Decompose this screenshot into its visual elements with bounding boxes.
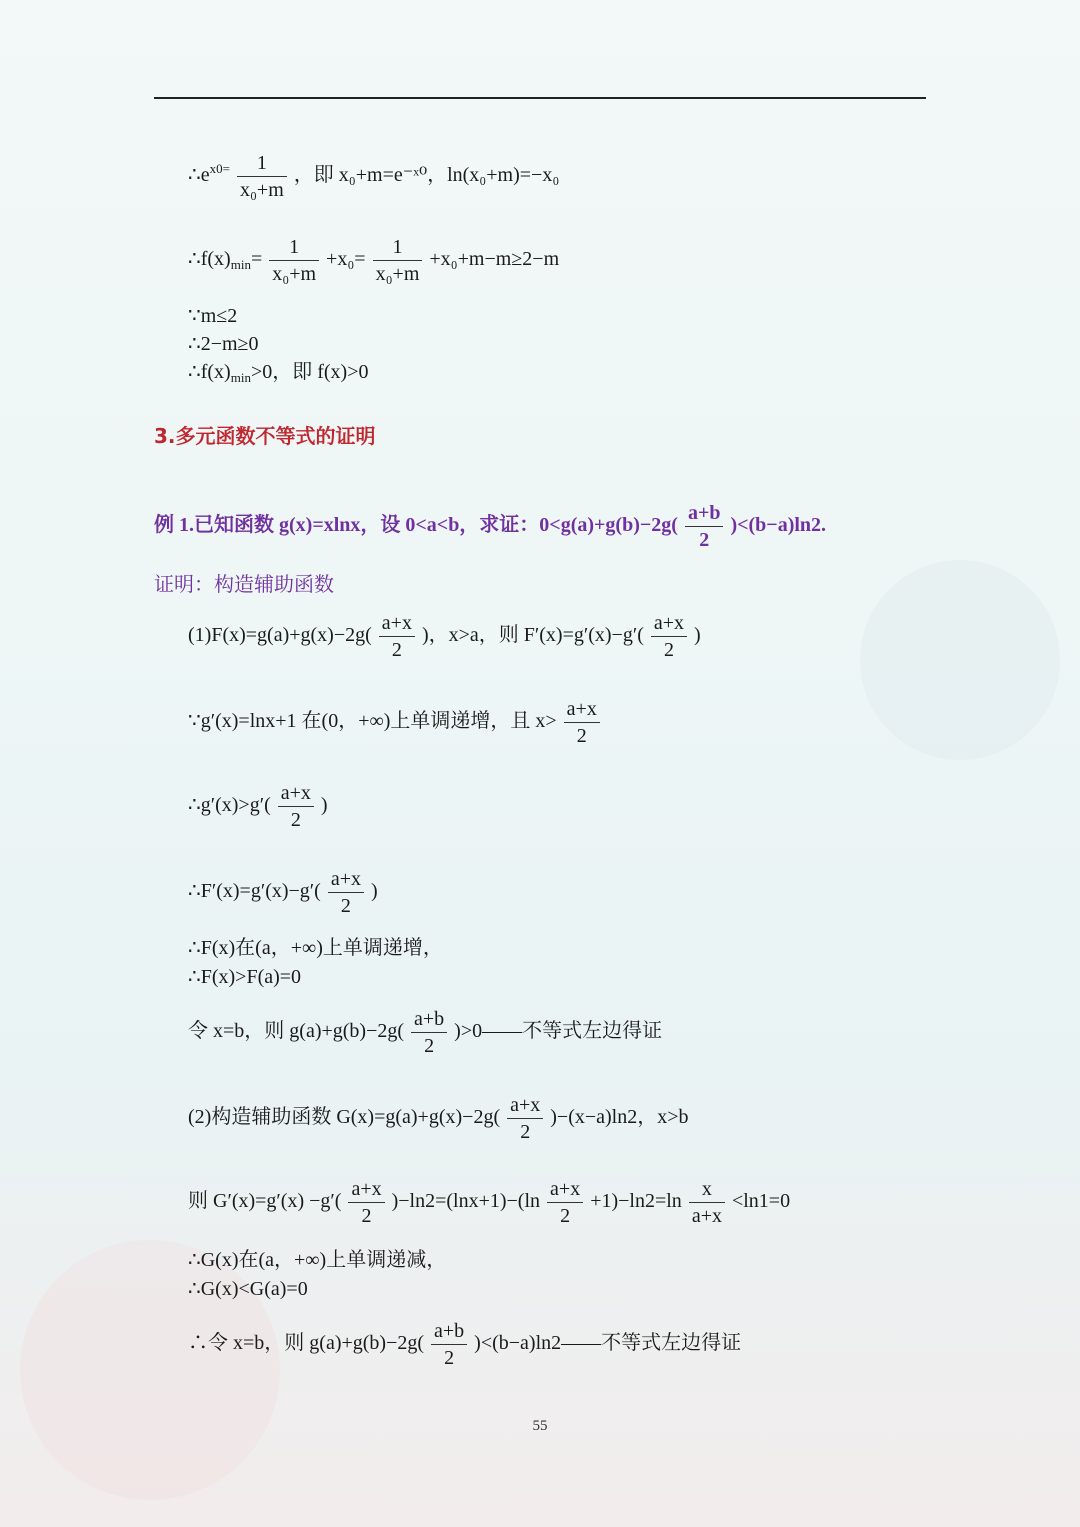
proof-line: ∴F(x)在(a，+∞)上单调递增， — [188, 937, 443, 959]
proof-line: ∴令 x=b，则 g(a)+g(b)−2g( $\frac{a+b}{2}$ )<(b−a)ln2——不等式左边得证 — [188, 1320, 742, 1369]
fraction: $\frac{1}{\text{x₀+m}}$ — [373, 234, 423, 287]
equation-line: $\therefore f(x)_{min}>0$，即 f(x)>0 — [188, 361, 369, 385]
proof-line: ∴g′(x)>g′( $\frac{a+x}{2}$ ) — [188, 782, 328, 831]
fraction: $\frac{a+b}{2}$ — [685, 500, 724, 553]
fraction: $\frac{a+b}{2}$ — [431, 1318, 467, 1371]
page-number: 55 — [532, 1418, 548, 1434]
proof-line: ∴F(x)>F(a)=0 — [188, 966, 302, 988]
equation-line: ∵m≤2 — [188, 305, 238, 327]
fraction: $\frac{a+x}{2}$ — [348, 1176, 384, 1229]
fraction: $\frac{a+x}{2}$ — [379, 610, 415, 663]
proof-line: ∴F′(x)=g′(x)−g′( $\frac{a+x}{2}$ ) — [188, 868, 378, 917]
proof-line: ∴G(x)<G(a)=0 — [188, 1278, 308, 1300]
proof-line: 令 x=b，则 g(a)+g(b)−2g( $\frac{a+b}{2}$ )>0——不等式左边得证 — [188, 1008, 663, 1057]
fraction: $\frac{a+x}{2}$ — [278, 780, 314, 833]
proof-line: ∴G(x)在(a，+∞)上单调递减， — [188, 1249, 447, 1271]
example-statement: 例 1.已知函数 g(x)=xlnx，设 0<a<b，求证：0<g(a)+g(b)−2g( $\frac{a+b}{2}$ )<(b−a)ln2. — [154, 502, 827, 551]
fraction: $\frac{a+x}{2}$ — [564, 696, 600, 749]
equation-line: $\therefore e^{x0=}$ $\frac{1}{\text{x₀+m}}$ ，即 x₀+m=e⁻ˣ⁰，ln(x₀+m)=−x₀ — [188, 152, 560, 201]
proof-label: 证明：构造辅助函数 — [154, 574, 334, 596]
fraction: $\frac{x}{a+x}$ — [689, 1176, 725, 1229]
proof-line: (2)构造辅助函数 G(x)=g(a)+g(x)−2g( $\frac{a+x}{2}$ )−(x−a)ln2，x>b — [188, 1094, 689, 1143]
fraction: $\frac{a+x}{2}$ — [651, 610, 687, 663]
fraction: $\frac{1}{\text{x₀+m}}$ — [237, 150, 287, 203]
equation-line: ∴2−m≥0 — [188, 333, 259, 355]
proof-line: (1)F(x)=g(a)+g(x)−2g( $\frac{a+x}{2}$ )，x>a，则 F′(x)=g′(x)−g′( $\frac{a+x}{2}$ ) — [188, 612, 701, 661]
fraction: $\frac{a+x}{2}$ — [328, 866, 364, 919]
equation-line: $\therefore f(x)_{min}=$ $\frac{1}{\text{x₀+m}}$ +x₀= $\frac{1}{\text{x₀+m}}$ +x₀+m−m≥2−m — [188, 236, 560, 285]
proof-line: ∵g′(x)=lnx+1 在(0，+∞)上单调递增，且 x> $\frac{a+x}{2}$ — [188, 696, 602, 749]
proof-line: 则 G′(x)=g′(x) −g′( $\frac{a+x}{2}$ )−ln2=(lnx+1)−(ln $\frac{a+x}{2}$ +1)−ln2=ln $\frac{x}{a+x}$ <ln1=0 — [188, 1178, 791, 1227]
fraction: $\frac{1}{\text{x₀+m}}$ — [269, 234, 319, 287]
fraction: $\frac{a+x}{2}$ — [547, 1176, 583, 1229]
fraction: $\frac{a+x}{2}$ — [507, 1092, 543, 1145]
fraction: $\frac{a+b}{2}$ — [411, 1006, 447, 1059]
background-decoration — [860, 560, 1060, 760]
section-heading: 3.多元函数不等式的证明 — [154, 424, 376, 448]
header-rule — [154, 97, 926, 99]
